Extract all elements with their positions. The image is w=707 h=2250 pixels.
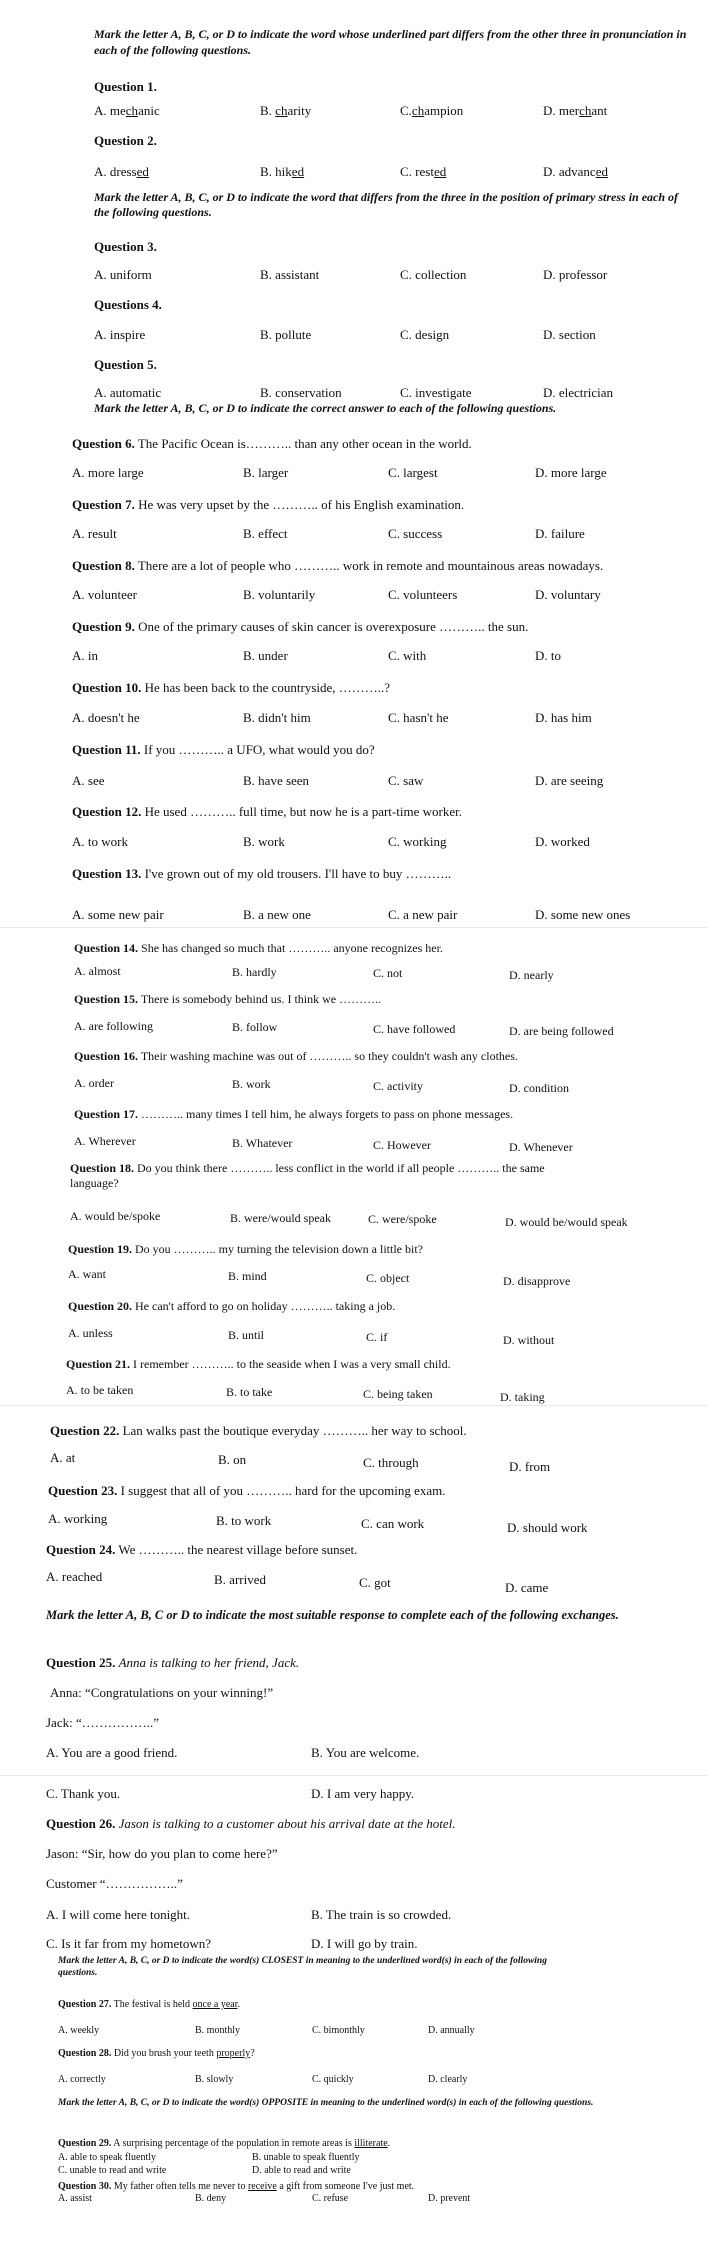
q19-option-a: A. want [68,1267,106,1281]
q28-option-a: A. correctly [58,2074,106,2085]
q21-option-c: C. being taken [363,1387,433,1401]
q10-option-b: B. didn't him [243,710,311,725]
q13-option-d: D. some new ones [535,907,631,922]
q26-option-d: D. I will go by train. [311,1936,418,1951]
q14-option-c: C. not [373,966,403,980]
question-21: Question 21. I remember ……….. to the seaside when I was a very small child. [66,1357,451,1371]
q17-option-d: D. Whenever [509,1140,573,1154]
question-3-heading: Question 3. [94,239,157,254]
q13-option-a: A. some new pair [72,907,164,922]
q26-dialogue-jason: Jason: “Sir, how do you plan to come here?” [46,1846,278,1861]
q8-option-b: B. voluntarily [243,587,316,602]
divider [0,1405,707,1406]
instruction-exchanges: Mark the letter A, B, C or D to indicate the most suitable response to complete each of the following exchanges. [46,1608,619,1622]
question-5-heading: Question 5. [94,357,157,372]
question-8: Question 8. There are a lot of people who ……….. work in remote and mountainous areas nowadays. [72,558,604,573]
question-23: Question 23. I suggest that all of you ……….. hard for the upcoming exam. [48,1483,446,1498]
q13-option-c: C. a new pair [388,907,458,922]
q2-option-d: D. advanced [543,164,608,179]
q29-option-b: B. unable to speak fluently [252,2152,360,2163]
q7-option-c: C. success [388,526,443,541]
q18-option-d: D. would be/would speak [505,1215,628,1229]
q25-dialogue-anna: Anna: “Congratulations on your winning!” [50,1685,274,1700]
q22-option-b: B. on [218,1452,247,1467]
instruction-correct-answer: Mark the letter A, B, C, or D to indicate the correct answer to each of the following questions. [94,401,557,415]
question-18-continued: language? [70,1176,119,1190]
question-12: Question 12. He used ……….. full time, but now he is a part-time worker. [72,804,462,819]
q20-option-d: D. without [503,1333,555,1347]
q7-option-d: D. failure [535,526,585,541]
q16-option-b: B. work [232,1077,271,1091]
q10-option-a: A. doesn't he [72,710,140,725]
q29-option-a: A. able to speak fluently [58,2152,157,2163]
question-6: Question 6. The Pacific Ocean is……….. than any other ocean in the world. [72,436,472,451]
question-29: Question 29. A surprising percentage of the population in remote areas is illiterate. [58,2138,391,2149]
q1-option-d: D. merchant [543,103,608,118]
q12-option-d: D. worked [535,834,590,849]
q2-option-b: B. hiked [260,164,305,179]
q6-option-a: A. more large [72,465,144,480]
q20-option-a: A. unless [68,1326,113,1340]
q22-option-a: A. at [50,1450,76,1465]
instruction-opposite: Mark the letter A, B, C, or D to indicate the word(s) OPPOSITE in meaning to the underlined word(s) in each of the following questions. [58,2098,594,2108]
q27-option-b: B. monthly [195,2025,241,2036]
question-28: Question 28. Did you brush your teeth properly? [58,2048,255,2059]
q21-option-d: D. taking [500,1390,545,1404]
instruction-pronunciation: Mark the letter A, B, C, or D to indicate the word whose underlined part differs from the other three in pronunciation in each of the following questions. [94,27,687,57]
q1-option-b: B. charity [260,103,312,118]
q19-option-c: C. object [366,1271,410,1285]
q8-option-d: D. voluntary [535,587,601,602]
q18-option-c: C. were/spoke [368,1212,437,1226]
q23-option-d: D. should work [507,1520,588,1535]
q23-option-a: A. working [48,1511,108,1526]
q26-option-c: C. Is it far from my hometown? [46,1936,211,1951]
q11-option-b: B. have seen [243,773,310,788]
q2-option-c: C. rested [400,164,447,179]
question-14: Question 14. She has changed so much that ……….. anyone recognizes her. [74,941,443,955]
q25-option-a: A. You are a good friend. [46,1745,178,1760]
q21-option-a: A. to be taken [66,1383,134,1397]
q5-option-d: D. electrician [543,385,614,400]
q10-option-c: C. hasn't he [388,710,449,725]
q1-option-c: C.champion [400,103,464,118]
q25-option-d: D. I am very happy. [311,1786,415,1801]
q29-option-c: C. unable to read and write [58,2165,167,2176]
q12-option-a: A. to work [72,834,128,849]
q15-option-d: D. are being followed [509,1024,614,1038]
q4-option-d: D. section [543,327,596,342]
q14-option-d: D. nearly [509,968,554,982]
q28-option-d: D. clearly [428,2074,468,2085]
q8-option-c: C. volunteers [388,587,458,602]
q7-option-b: B. effect [243,526,288,541]
q2-option-a: A. dressed [94,164,149,179]
question-13: Question 13. I've grown out of my old trousers. I'll have to buy ……….. [72,866,452,881]
q4-option-c: C. design [400,327,450,342]
q14-option-b: B. hardly [232,965,277,979]
q15-option-c: C. have followed [373,1022,456,1036]
q20-option-c: C. if [366,1330,388,1344]
q23-option-b: B. to work [216,1513,272,1528]
q6-option-c: C. largest [388,465,438,480]
q21-option-b: B. to take [226,1385,273,1399]
q18-option-a: A. would be/spoke [70,1209,161,1223]
question-19: Question 19. Do you ……….. my turning the television down a little bit? [68,1242,423,1256]
question-4-heading: Questions 4. [94,297,162,312]
q17-option-b: B. Whatever [232,1136,293,1150]
q3-option-b: B. assistant [260,267,320,282]
q24-option-d: D. came [505,1580,549,1595]
q12-option-b: B. work [243,834,285,849]
question-26: Question 26. Jason is talking to a customer about his arrival date at the hotel. [46,1816,456,1831]
q14-option-a: A. almost [74,964,121,978]
q15-option-a: A. are following [74,1019,153,1033]
q27-option-a: A. weekly [58,2025,100,2036]
q16-option-a: A. order [74,1076,114,1090]
q8-option-a: A. volunteer [72,587,137,602]
q26-option-a: A. I will come here tonight. [46,1907,191,1922]
q5-option-b: B. conservation [260,385,342,400]
q16-option-c: C. activity [373,1079,423,1093]
q24-option-b: B. arrived [214,1572,266,1587]
q10-option-d: D. has him [535,710,592,725]
q20-option-b: B. until [228,1328,265,1342]
q26-dialogue-customer: Customer “……………..” [46,1876,183,1891]
instruction-closest: Mark the letter A, B, C, or D to indicate the word(s) CLOSEST in meaning to the underlined word(s) in each of the following questions. [58,1956,547,1978]
question-1-heading: Question 1. [94,79,157,94]
question-17: Question 17. ……….. many times I tell him, he always forgets to pass on phone messages. [74,1107,514,1121]
q13-option-b: B. a new one [243,907,311,922]
q22-option-c: C. through [363,1455,419,1470]
q7-option-a: A. result [72,526,117,541]
q9-option-c: C. with [388,648,427,663]
q27-option-d: D. annually [428,2025,475,2036]
q30-option-d: D. prevent [428,2193,471,2204]
q9-option-b: B. under [243,648,288,663]
question-24: Question 24. We ……….. the nearest village before sunset. [46,1542,358,1557]
question-22: Question 22. Lan walks past the boutique everyday ……….. her way to school. [50,1423,467,1438]
q9-option-a: A. in [72,648,98,663]
q30-option-a: A. assist [58,2193,92,2204]
q19-option-d: D. disapprove [503,1274,571,1288]
question-25: Question 25. Anna is talking to her friend, Jack. [46,1655,300,1670]
question-10: Question 10. He has been back to the countryside, ………..? [72,680,391,695]
q3-option-a: A. uniform [94,267,152,282]
q25-option-c: C. Thank you. [46,1786,121,1801]
q22-option-d: D. from [509,1459,551,1474]
question-30: Question 30. My father often tells me never to receive a gift from someone I've just met. [58,2181,415,2192]
q28-option-c: C. quickly [312,2074,354,2085]
q3-option-c: C. collection [400,267,467,282]
q28-option-b: B. slowly [195,2074,234,2085]
q6-option-d: D. more large [535,465,607,480]
divider [0,1775,707,1776]
q25-option-b: B. You are welcome. [311,1745,420,1760]
q15-option-b: B. follow [232,1020,278,1034]
q17-option-a: A. Wherever [74,1134,136,1148]
q27-option-c: C. bimonthly [312,2025,365,2036]
q19-option-b: B. mind [228,1269,267,1283]
question-7: Question 7. He was very upset by the ……….. of his English examination. [72,497,465,512]
q11-option-c: C. saw [388,773,424,788]
q24-option-c: C. got [359,1575,391,1590]
q5-option-a: A. automatic [94,385,162,400]
q30-option-c: C. refuse [312,2193,349,2204]
q23-option-c: C. can work [361,1516,425,1531]
q5-option-c: C. investigate [400,385,472,400]
q30-option-b: B. deny [195,2193,227,2204]
instruction-stress: Mark the letter A, B, C, or D to indicate the word that differs from the three in the position of primary stress in each of the following questions. [94,190,679,219]
q12-option-c: C. working [388,834,447,849]
q11-option-a: A. see [72,773,105,788]
question-16: Question 16. Their washing machine was out of ……….. so they couldn't wash any clothes. [74,1049,518,1063]
q16-option-d: D. condition [509,1081,569,1095]
q4-option-b: B. pollute [260,327,312,342]
q9-option-d: D. to [535,648,561,663]
q17-option-c: C. However [373,1138,431,1152]
q6-option-b: B. larger [243,465,289,480]
q24-option-a: A. reached [46,1569,103,1584]
q1-option-a: A. mechanic [94,103,160,118]
q29-option-d: D. able to read and write [252,2165,351,2176]
q18-option-b: B. were/would speak [230,1211,331,1225]
question-20: Question 20. He can't afford to go on holiday ……….. taking a job. [68,1299,396,1313]
divider [0,927,707,928]
q26-option-b: B. The train is so crowded. [311,1907,452,1922]
question-11: Question 11. If you ……….. a UFO, what would you do? [72,742,375,757]
q4-option-a: A. inspire [94,327,146,342]
question-15: Question 15. There is somebody behind us. I think we ……….. [74,992,382,1006]
q25-dialogue-jack: Jack: “……………..” [46,1715,160,1730]
q3-option-d: D. professor [543,267,608,282]
question-9: Question 9. One of the primary causes of skin cancer is overexposure ……….. the sun. [72,619,529,634]
question-27: Question 27. The festival is held once a year. [58,1999,241,2010]
question-18: Question 18. Do you think there ……….. less conflict in the world if all people ……….. the same [70,1161,545,1175]
q11-option-d: D. are seeing [535,773,604,788]
question-2-heading: Question 2. [94,133,157,148]
